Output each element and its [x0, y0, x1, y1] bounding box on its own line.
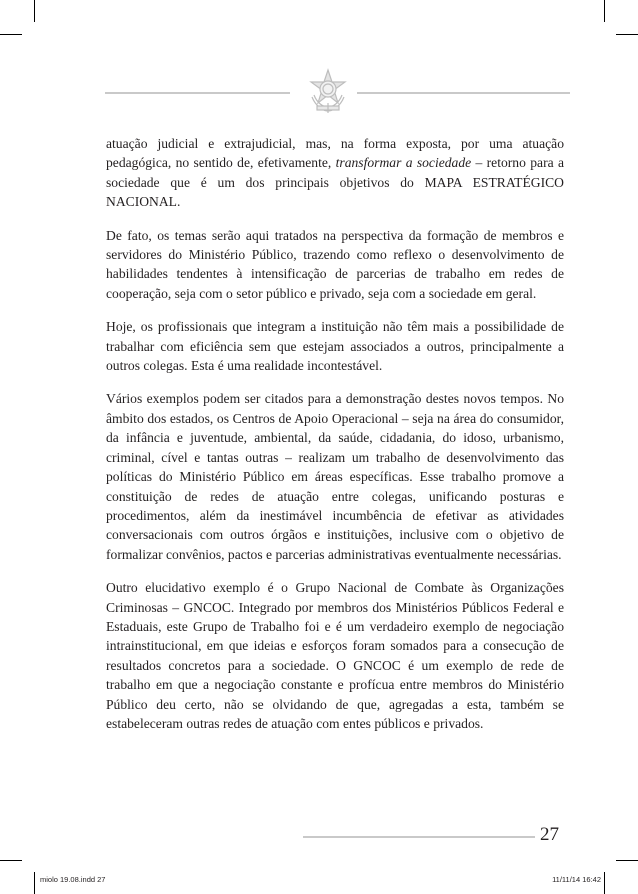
paragraph-text: Vários exemplos podem ser citados para a demonstração destes novos tempos. No âmbito dos estados, os Centros de Apoio Operacional – seja na área do consumidor, da infância e juventude, ambiental, da saúde, cidadania, do idoso, urbanismo, criminal, cível e tantas outras – realizam um trabalho de desenvolvimento das políticas do Ministério Público em áreas específicas. Esse trabalho promove a constituição de redes de atuação entre colegas, unificando posturas e procedimentos, além da inestimável incumbência de efetivar as atividades conversacionais com outros órgãos e instituições, inclusive com o objetivo de formalizar convênios, pactos e parcerias administrativas eventualmente necessárias.: [106, 391, 564, 562]
header-rule-right: [357, 92, 570, 94]
paragraph-text: De fato, os temas serão aqui tratados na perspectiva da formação de membros e servidores do Ministério Público, trazendo como reflexo o desenvolvimento de habilidades tendentes à intensificação de parcerias de trabalho em redes de cooperação, seja com o setor público e privado, seja com a sociedade em geral.: [106, 227, 564, 301]
page-body: [106, 134, 564, 733]
paragraph: [106, 226, 564, 304]
crop-mark-top-left-horizontal: [0, 34, 22, 35]
paragraph: [106, 134, 564, 212]
paragraph-text: – retorno para a sociedade que é um dos principais objetivos do MAPA ESTRATÉGICO NACIONAL.: [106, 155, 564, 210]
footer-rule: [303, 836, 535, 838]
crop-mark-bottom-left-vertical: [34, 872, 35, 894]
paragraph: [106, 317, 564, 375]
header-rule-left: [105, 92, 290, 94]
crop-mark-bottom-left-horizontal: [0, 860, 22, 861]
paragraph: [106, 578, 564, 733]
page-number: 27: [540, 824, 559, 845]
print-slug-file: miolo 19.08.indd 27: [40, 875, 106, 884]
crop-mark-bottom-right-horizontal: [616, 860, 638, 861]
paragraph-text: Outro elucidativo exemplo é o Grupo Nacional de Combate às Organizações Criminosas – GNCOC. Integrado por membros dos Ministérios Públicos Federal e Estaduais, este Grupo de Trabalho foi e é um verdadeiro exemplo de negociação intrainstitucional, em que ideias e esforços foram somados para a consecução de resultados concretos para a sociedade. O GNCOC é um exemplo de rede de trabalho em que a negociação constante e profícua entre membros do Ministério Público deu certo, não se olvidando de que, agregadas a esta, também se estabeleceram outras redes de atuação com entes públicos e privados.: [106, 580, 564, 731]
paragraph-text: atuação judicial e extrajudicial, mas, na forma exposta, por uma atuação pedagógica, no sentido de, efetivamente,: [106, 136, 564, 171]
print-slug-timestamp: 11/11/14 16:42: [552, 875, 601, 884]
paragraph: [106, 389, 564, 564]
paragraph-text: Hoje, os profissionais que integram a instituição não têm mais a possibilidade de trabalhar com eficiência sem que estejam associados a outros, principalmente a outros colegas. Esta é uma realidade incontestável.: [106, 319, 564, 374]
brazil-coat-of-arms-icon: [304, 67, 352, 115]
crop-mark-bottom-right-vertical: [604, 872, 605, 894]
italic-emphasis: transformar a sociedade: [335, 155, 472, 171]
crop-mark-top-left-vertical: [34, 0, 35, 22]
crop-mark-top-right-horizontal: [616, 34, 638, 35]
crop-mark-top-right-vertical: [604, 0, 605, 22]
